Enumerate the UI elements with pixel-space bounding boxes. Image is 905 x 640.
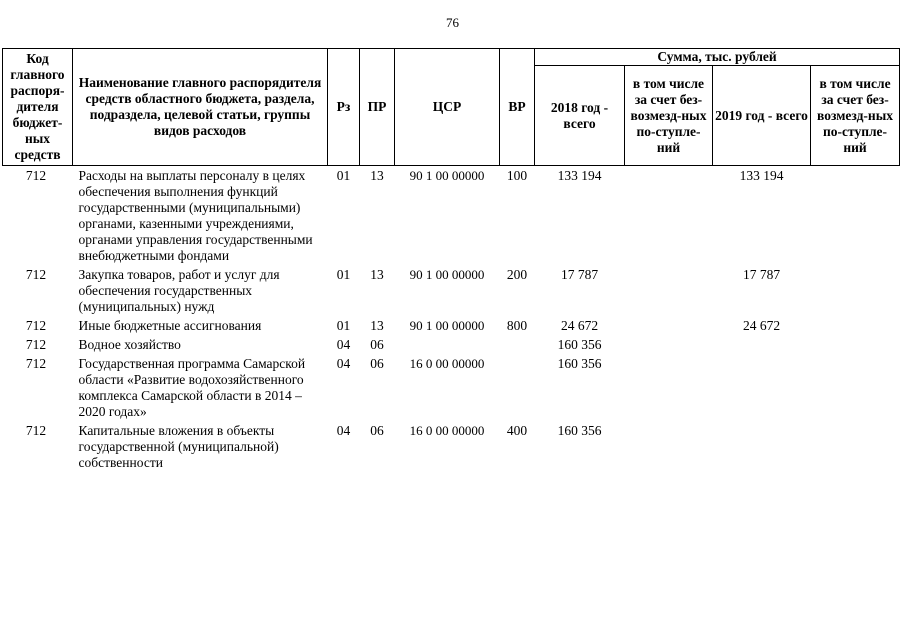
table-row xyxy=(3,166,900,266)
cell-code: 712 xyxy=(25,337,47,352)
table-row xyxy=(3,354,900,421)
cell-2018-total: 160 356 xyxy=(557,337,602,352)
budget-table xyxy=(2,48,900,472)
table-row xyxy=(3,421,900,472)
cell-vr: 400 xyxy=(506,423,528,438)
header-2018-total: 2018 год - всего xyxy=(535,66,625,166)
header-pr: ПР xyxy=(360,49,395,166)
table-row xyxy=(3,335,900,354)
cell-name: Закупка товаров, работ и услуг для обеспечения государственных (муниципальных) нужд xyxy=(78,267,280,314)
cell-2018-free xyxy=(625,166,713,266)
cell-rz: 01 xyxy=(336,168,351,183)
cell-code: 712 xyxy=(25,318,47,333)
cell-rz: 04 xyxy=(336,423,351,438)
cell-name: Государственная программа Самарской области «Развитие водохозяйственного комплекса Самарской области в 2014 – 2020 годах» xyxy=(78,356,306,419)
cell-pr: 06 xyxy=(370,337,384,352)
table-row xyxy=(3,265,900,316)
cell-vr xyxy=(500,354,535,421)
cell-2018-free xyxy=(625,335,713,354)
cell-name: Иные бюджетные ассигнования xyxy=(78,318,262,333)
header-rz: Рз xyxy=(328,49,360,166)
cell-pr: 13 xyxy=(370,168,384,183)
cell-2018-total: 17 787 xyxy=(560,267,599,282)
header-2018-free: в том числе за счет без-возмезд-ных по-ступле-ний xyxy=(625,66,713,166)
header-2019-free: в том числе за счет без-возмезд-ных по-ступле-ний xyxy=(811,66,900,166)
cell-rz: 01 xyxy=(336,267,351,282)
cell-2018-free xyxy=(625,354,713,421)
cell-csr: 16 0 00 00000 xyxy=(409,423,485,438)
cell-2019-total: 17 787 xyxy=(742,267,781,282)
header-vr: ВР xyxy=(500,49,535,166)
cell-code: 712 xyxy=(25,168,47,183)
cell-rz: 01 xyxy=(336,318,351,333)
table-header xyxy=(3,49,900,166)
cell-csr: 90 1 00 00000 xyxy=(409,318,485,333)
cell-csr: 90 1 00 00000 xyxy=(409,168,485,183)
header-code: Код главного распоря-дителя бюджет-ных средств xyxy=(3,49,73,166)
cell-name: Капитальные вложения в объекты государственной (муниципальной) собственности xyxy=(78,423,279,470)
cell-2019-total xyxy=(713,354,811,421)
cell-2019-free xyxy=(811,421,900,472)
cell-code: 712 xyxy=(25,356,47,371)
page-number: 76 xyxy=(446,15,459,30)
cell-csr: 90 1 00 00000 xyxy=(409,267,485,282)
cell-pr: 06 xyxy=(370,423,384,438)
header-name: Наименование главного распорядителя средств областного бюджета, раздела, подраздела, целевой статьи, группы видов расходов xyxy=(73,49,328,166)
table-row xyxy=(3,316,900,335)
cell-2018-free xyxy=(625,265,713,316)
cell-pr: 13 xyxy=(370,318,384,333)
cell-2018-free xyxy=(625,316,713,335)
cell-2019-total xyxy=(713,421,811,472)
header-sum: Сумма, тыс. рублей xyxy=(535,49,900,66)
cell-2018-total: 24 672 xyxy=(560,318,599,333)
cell-2018-total: 160 356 xyxy=(557,356,602,371)
cell-2019-free xyxy=(811,335,900,354)
header-csr: ЦСР xyxy=(395,49,500,166)
cell-code: 712 xyxy=(25,423,47,438)
cell-pr: 13 xyxy=(370,267,384,282)
cell-name: Водное хозяйство xyxy=(78,337,181,352)
cell-pr: 06 xyxy=(370,356,384,371)
cell-code: 712 xyxy=(25,267,47,282)
cell-2019-total: 133 194 xyxy=(739,168,784,183)
cell-2018-total: 160 356 xyxy=(557,423,602,438)
cell-2018-total: 133 194 xyxy=(557,168,602,183)
cell-csr: 16 0 00 00000 xyxy=(409,356,485,371)
cell-vr: 800 xyxy=(506,318,528,333)
cell-vr xyxy=(500,335,535,354)
cell-csr xyxy=(395,335,500,354)
cell-vr: 100 xyxy=(506,168,528,183)
header-2019-total: 2019 год - всего xyxy=(713,66,811,166)
cell-2019-total xyxy=(713,335,811,354)
cell-rz: 04 xyxy=(336,356,351,371)
cell-vr: 200 xyxy=(506,267,528,282)
cell-rz: 04 xyxy=(336,337,351,352)
cell-2018-free xyxy=(625,421,713,472)
cell-2019-total: 24 672 xyxy=(742,318,781,333)
cell-2019-free xyxy=(811,354,900,421)
cell-2019-free xyxy=(811,265,900,316)
cell-2019-free xyxy=(811,316,900,335)
cell-2019-free xyxy=(811,166,900,266)
cell-name: Расходы на выплаты персоналу в целях обеспечения выполнения функций государственными (муниципальными) органами, казенными учреждениями, органами управления государственными внебюджетными фондами xyxy=(78,168,313,263)
